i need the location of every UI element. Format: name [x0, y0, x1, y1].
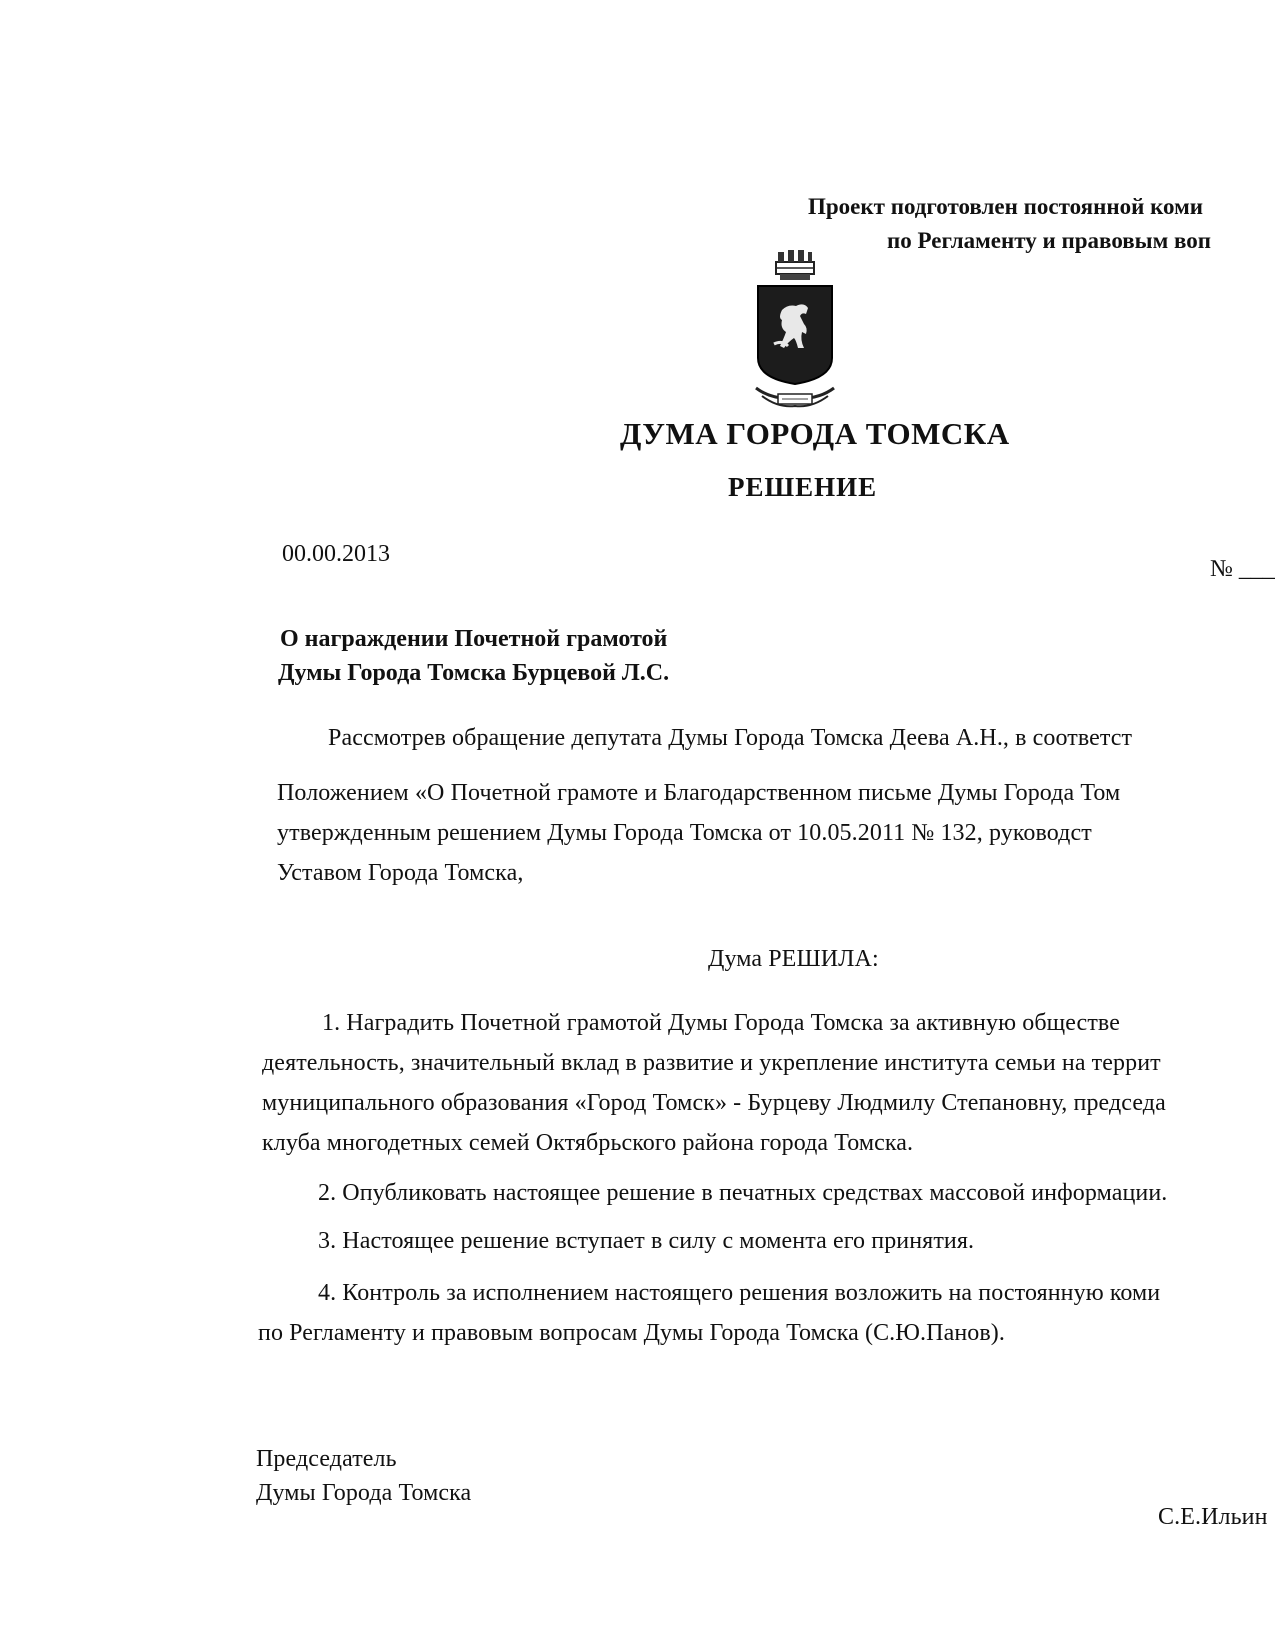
item-1-line-2: деятельность, значительный вклад в развитие и укрепление института семьи на террит	[262, 1050, 1161, 1076]
preamble-line-1: Рассмотрев обращение депутата Думы Города Томска Деева А.Н., в соответст	[328, 725, 1133, 751]
subject-line-1: О награждении Почетной грамотой	[280, 626, 668, 652]
preamble-line-2: Положением «О Почетной грамоте и Благодарственном письме Думы Города Том	[277, 780, 1121, 806]
prepared-by-line-2: по Регламенту и правовым воп	[887, 228, 1212, 253]
tomsk-coat-of-arms-emblem	[752, 248, 838, 424]
item-2: 2. Опубликовать настоящее решение в печатных средствах массовой информации.	[318, 1180, 1168, 1206]
prepared-by-line-1: Проект подготовлен постоянной коми	[808, 194, 1204, 219]
signatory-name: С.Е.Ильин	[1158, 1504, 1268, 1530]
item-1-line-3: муниципального образования «Город Томск» - Бурцеву Людмилу Степановну, председа	[262, 1090, 1166, 1116]
preamble-line-4: Уставом Города Томска,	[277, 860, 524, 886]
crown-icon	[776, 250, 814, 280]
signatory-position-line-1: Председатель	[256, 1446, 397, 1472]
item-1-line-4: клуба многодетных семей Октябрьского района города Томска.	[262, 1130, 914, 1156]
item-4-line-2: по Регламенту и правовым вопросам Думы Города Томска (С.Ю.Панов).	[258, 1320, 1005, 1346]
signatory-position-line-2: Думы Города Томска	[256, 1480, 472, 1506]
item-3: 3. Настоящее решение вступает в силу с момента его принятия.	[318, 1228, 975, 1254]
document-date: 00.00.2013	[282, 541, 390, 567]
subject-line-2: Думы Города Томска Бурцевой Л.С.	[278, 660, 670, 686]
item-4-line-1: 4. Контроль за исполнением настоящего решения возложить на постоянную коми	[318, 1280, 1161, 1306]
decision-heading: Дума РЕШИЛА:	[708, 946, 879, 972]
item-1-line-1: 1. Наградить Почетной грамотой Думы Города Томска за активную обществе	[322, 1010, 1120, 1036]
document-number: № ___	[1210, 556, 1275, 582]
organization-title: ДУМА ГОРОДА ТОМСКА	[620, 416, 1010, 451]
document-type-title: РЕШЕНИЕ	[728, 472, 878, 502]
preamble-line-3: утвержденным решением Думы Города Томска от 10.05.2011 № 132, руководст	[277, 820, 1092, 846]
